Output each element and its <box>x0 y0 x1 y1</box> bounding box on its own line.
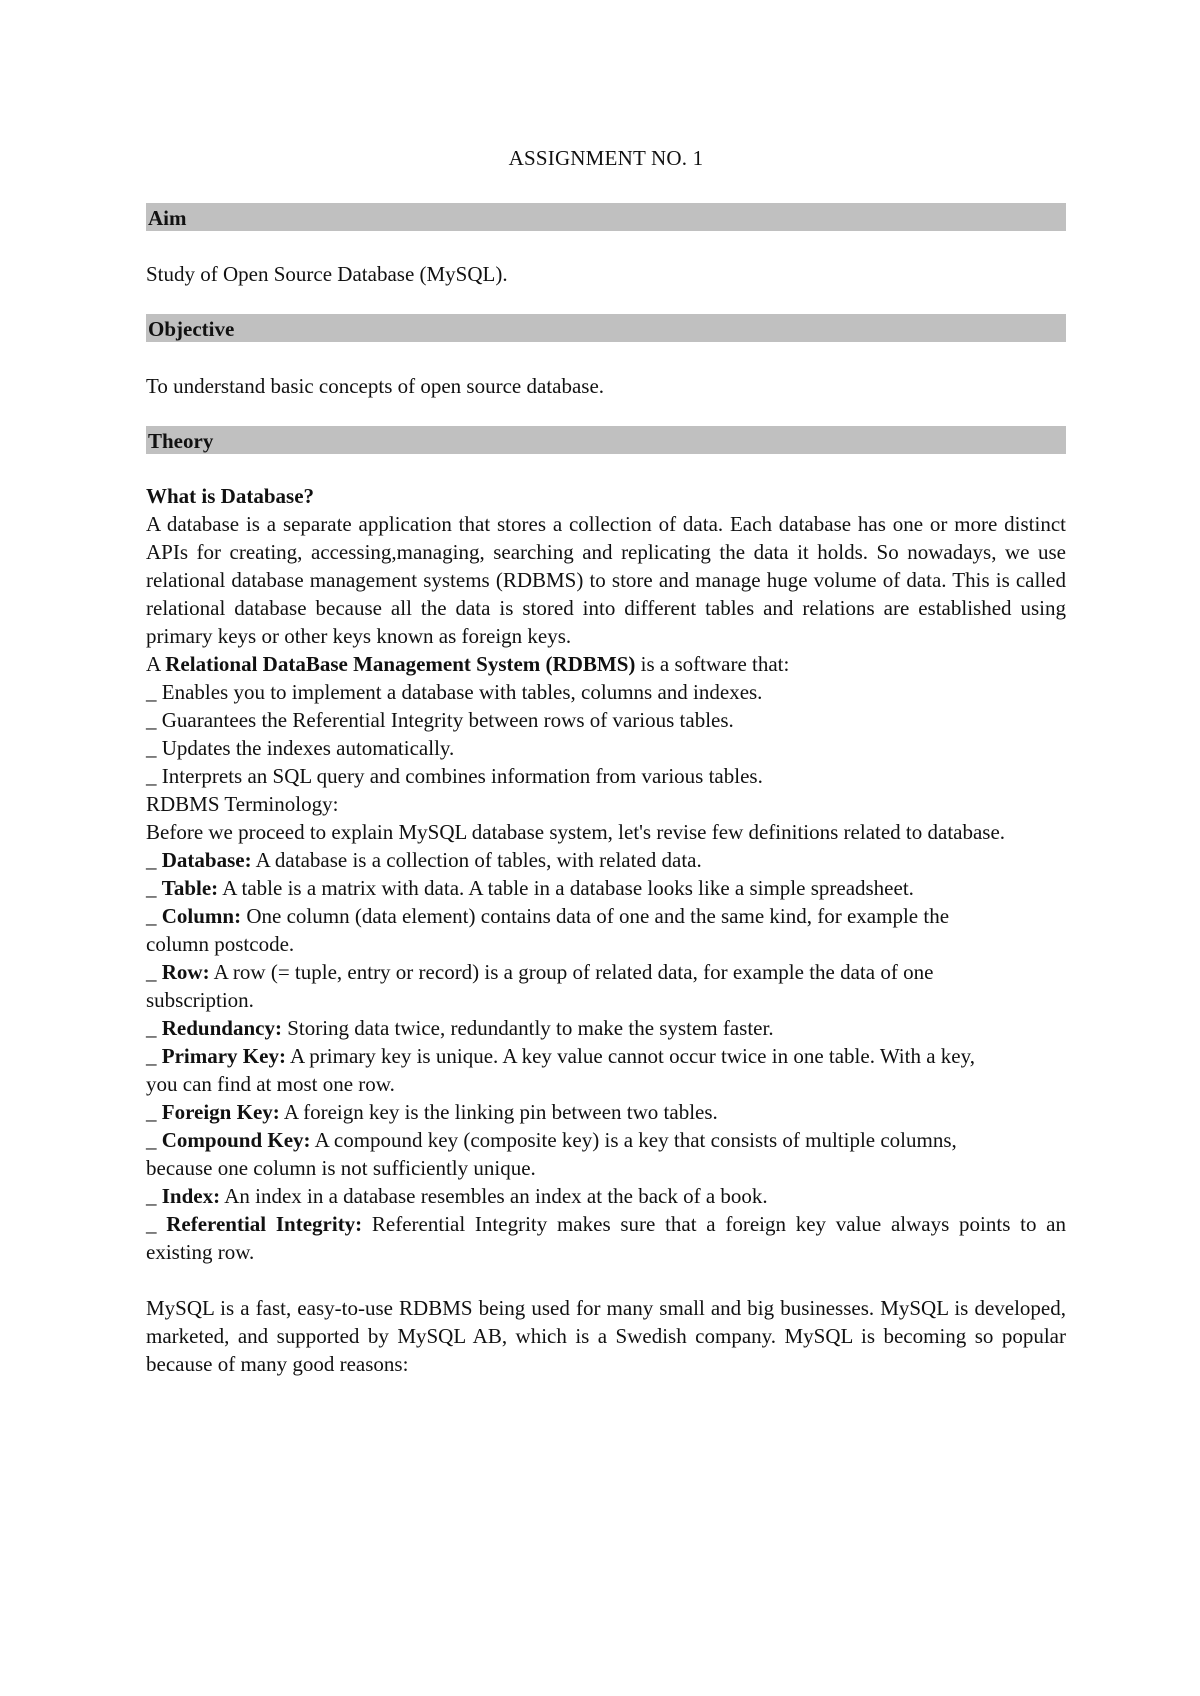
term-definition: A table is a matrix with data. A table in a database looks like a simple spreadsheet. <box>218 876 914 900</box>
aim-heading: Aim <box>146 203 1066 231</box>
term-definition: A row (= tuple, entry or record) is a group of related data, for example the data of one <box>209 960 934 984</box>
database-paragraph: A database is a separate application that stores a collection of data. Each database has one or more distinct APIs for creating, accessing,managing, searching and replicating the data it holds. So nowadays, we use relational database management systems (RDBMS) to store and manage huge volume of data. This is called relational database because all the data is stored into different tables and relations are established using primary keys or other keys known as foreign keys. <box>146 512 1066 648</box>
aim-text: Study of Open Source Database (MySQL). <box>146 262 508 286</box>
term-bullet: _ <box>146 1128 162 1152</box>
feature-item: _ Updates the indexes automatically. <box>146 736 455 760</box>
rdbms-intro-suffix: is a software that: <box>635 652 790 676</box>
term-bullet: _ <box>146 904 162 928</box>
mysql-paragraph: MySQL is a fast, easy-to-use RDBMS being used for many small and big businesses. MySQL is developed, marketed, and supported by MySQL AB, which is a Swedish company. MySQL is becoming so popular because of many good reasons: <box>146 1296 1066 1376</box>
term-label: Index: <box>161 1184 221 1208</box>
term-redundancy <box>146 1014 1066 1042</box>
document-title: ASSIGNMENT NO. 1 <box>508 146 704 170</box>
term-definition: Referential Integrity makes sure that a foreign key value always points to an existing row. <box>146 1212 1066 1264</box>
feature-item: _ Interprets an SQL query and combines information from various tables. <box>146 764 763 788</box>
term-bullet: _ <box>146 960 162 984</box>
rdbms-intro-bold: Relational DataBase Management System (RDBMS) <box>165 652 636 676</box>
theory-subheading: What is Database? <box>146 484 315 508</box>
term-label: Row: <box>161 960 210 984</box>
term-definition: A primary key is unique. A key value cannot occur twice in one table. With a key, <box>285 1044 976 1068</box>
term-row-continued: subscription. <box>146 988 254 1012</box>
term-definition: An index in a database resembles an index at the back of a book. <box>220 1184 768 1208</box>
term-foreign-key <box>146 1098 1066 1126</box>
term-row <box>146 958 1066 986</box>
term-column <box>146 902 1066 930</box>
term-bullet: _ <box>146 848 162 872</box>
objective-text: To understand basic concepts of open source database. <box>146 374 605 398</box>
term-label: Table: <box>161 876 219 900</box>
feature-item: _ Guarantees the Referential Integrity between rows of various tables. <box>146 708 734 732</box>
term-compound-key-continued: because one column is not sufficiently unique. <box>146 1156 536 1180</box>
feature-item: _ Enables you to implement a database with tables, columns and indexes. <box>146 680 763 704</box>
objective-heading: Objective <box>146 314 1066 342</box>
term-definition: A compound key (composite key) is a key that consists of multiple columns, <box>310 1128 957 1152</box>
terminology-intro: Before we proceed to explain MySQL database system, let's revise few definitions related to database. <box>146 820 1006 844</box>
theory-body <box>146 482 1066 1378</box>
term-label: Redundancy: <box>161 1016 282 1040</box>
term-referential-integrity <box>146 1210 1066 1266</box>
term-compound-key <box>146 1126 1066 1154</box>
paragraph-gap <box>146 1266 1066 1294</box>
term-label: Column: <box>161 904 242 928</box>
rdbms-intro <box>146 650 1066 678</box>
term-bullet: _ <box>146 1100 162 1124</box>
term-label: Referential Integrity: <box>166 1212 363 1236</box>
term-label: Primary Key: <box>161 1044 286 1068</box>
term-primary-key <box>146 1042 1066 1070</box>
term-definition: One column (data element) contains data of one and the same kind, for example the <box>241 904 950 928</box>
term-label: Compound Key: <box>161 1128 311 1152</box>
term-definition: A database is a collection of tables, with related data. <box>251 848 702 872</box>
term-column-continued: column postcode. <box>146 932 295 956</box>
term-database <box>146 846 1066 874</box>
term-table <box>146 874 1066 902</box>
rdbms-intro-prefix: A <box>146 652 166 676</box>
theory-heading: Theory <box>146 426 1066 454</box>
term-bullet: _ <box>146 1044 162 1068</box>
term-bullet: _ <box>146 1184 162 1208</box>
term-definition: A foreign key is the linking pin between two tables. <box>279 1100 718 1124</box>
term-bullet: _ <box>146 876 162 900</box>
term-definition: Storing data twice, redundantly to make the system faster. <box>281 1016 774 1040</box>
term-label: Database: <box>161 848 252 872</box>
terminology-label: RDBMS Terminology: <box>146 792 339 816</box>
term-bullet: _ <box>146 1016 162 1040</box>
term-label: Foreign Key: <box>161 1100 280 1124</box>
term-primary-key-continued: you can find at most one row. <box>146 1072 395 1096</box>
term-index <box>146 1182 1066 1210</box>
term-bullet: _ <box>146 1212 167 1236</box>
